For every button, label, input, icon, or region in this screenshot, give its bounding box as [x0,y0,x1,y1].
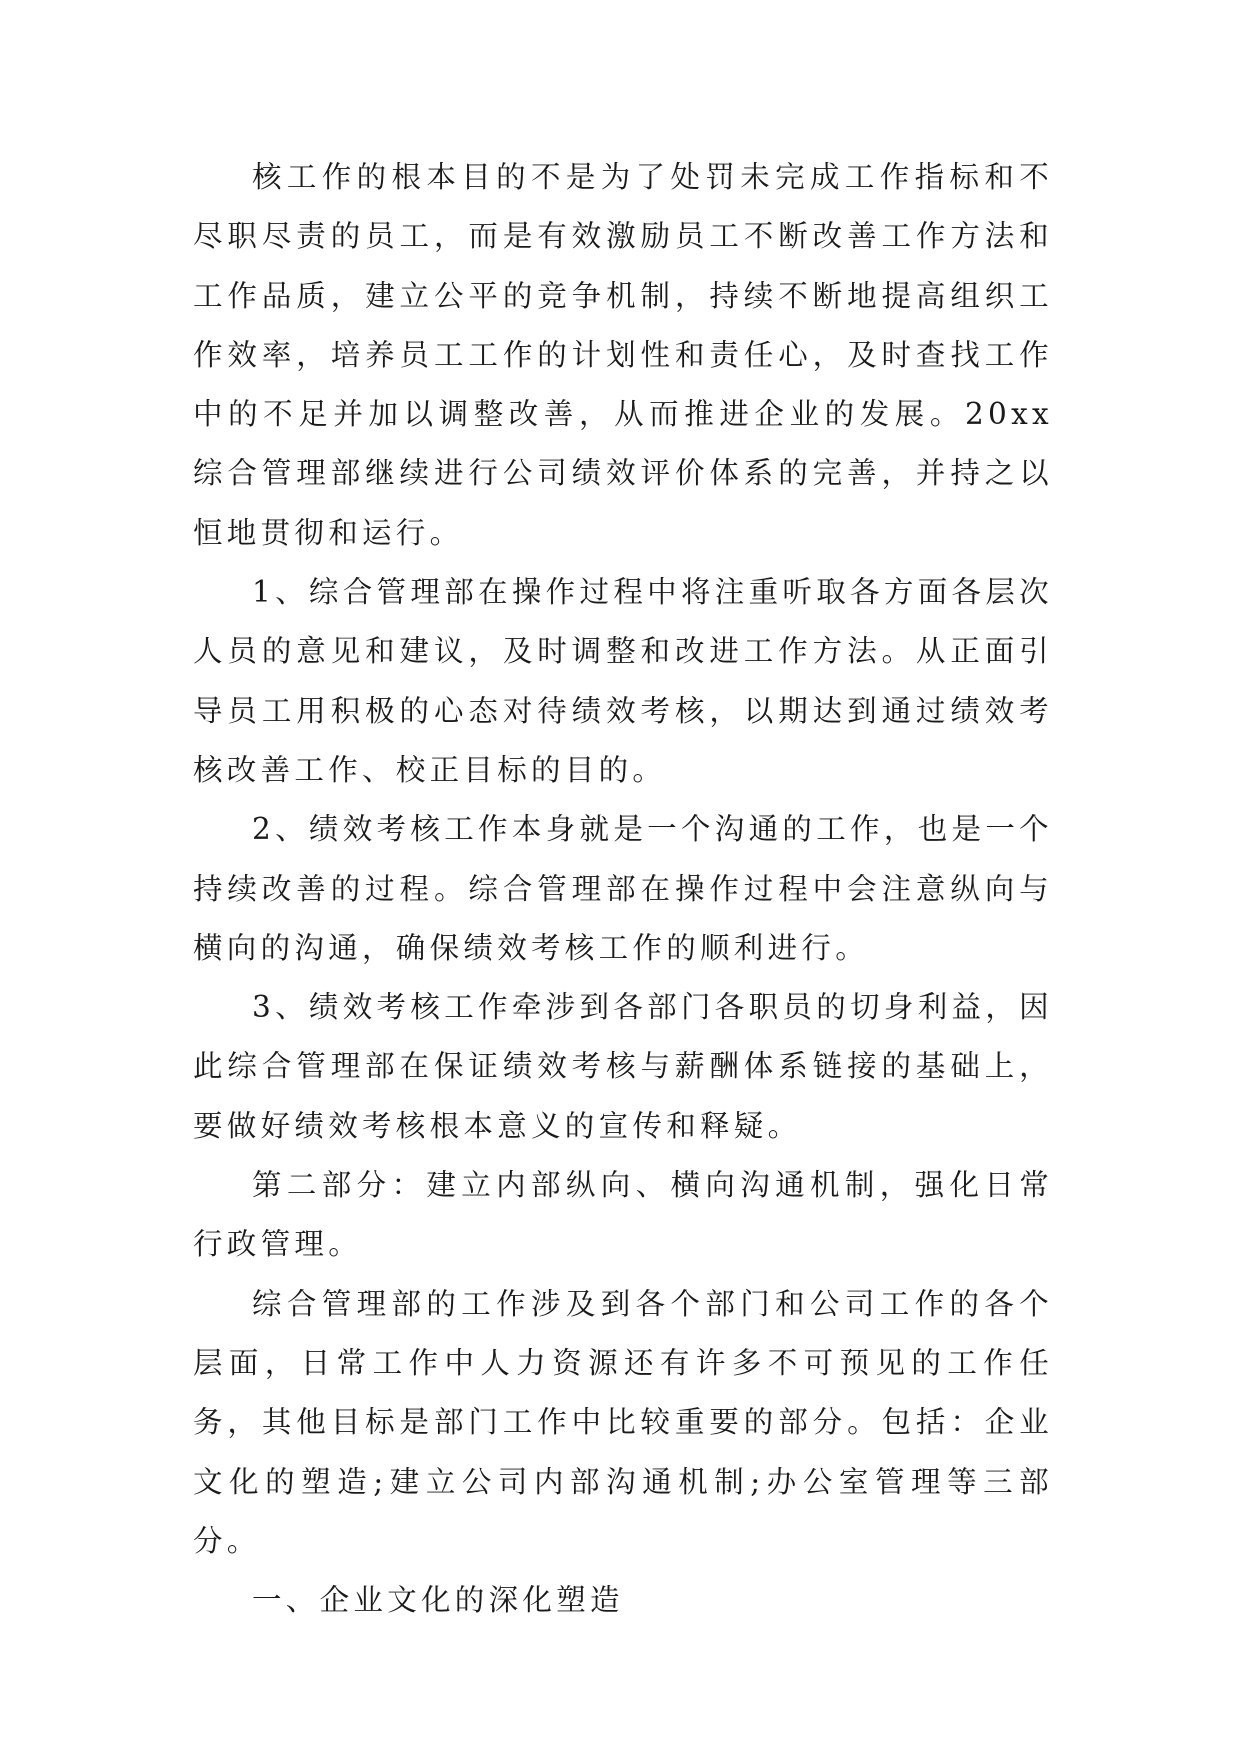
paragraph-performance-purpose: 核工作的根本目的不是为了处罚未完成工作指标和不尽职尽责的员工，而是有效激励员工不断改善工作方法和工作品质，建立公平的竞争机制，持续不断地提高组织工作效率，培养员工工作的计划性和责任心，及时查找工作中的不足并加以调整改善，从而推进企业的发展。20xx综合管理部继续进行公司绩效评价体系的完善，并持之以恒地贯彻和运行。 [193,160,1053,550]
paragraph-item-2: 2、绩效考核工作本身就是一个沟通的工作，也是一个持续改善的过程。综合管理部在操作过程中会注意纵向与横向的沟通，确保绩效考核工作的顺利进行。 [193,812,1053,965]
document-body [193,148,1053,1630]
paragraph-item-1: 1、综合管理部在操作过程中将注重听取各方面各层次人员的意见和建议，及时调整和改进工作方法。从正面引导员工用积极的心态对待绩效考核，以期达到通过绩效考核改善工作、校正目标的目的。 [193,575,1053,787]
paragraph-department-scope: 综合管理部的工作涉及到各个部门和公司工作的各个层面，日常工作中人力资源还有许多不可预见的工作任务，其他目标是部门工作中比较重要的部分。包括：企业文化的塑造;建立公司内部沟通机制;办公室管理等三部分。 [193,1286,1053,1558]
paragraph-item-3: 3、绩效考核工作牵涉到各部门各职员的切身利益，因此综合管理部在保证绩效考核与薪酬体系链接的基础上，要做好绩效考核根本意义的宣传和释疑。 [193,990,1053,1143]
subsection-heading-culture: 一、企业文化的深化塑造 [252,1583,624,1618]
section-heading-part-two: 第二部分：建立内部纵向、横向沟通机制，强化日常行政管理。 [193,1168,1053,1262]
